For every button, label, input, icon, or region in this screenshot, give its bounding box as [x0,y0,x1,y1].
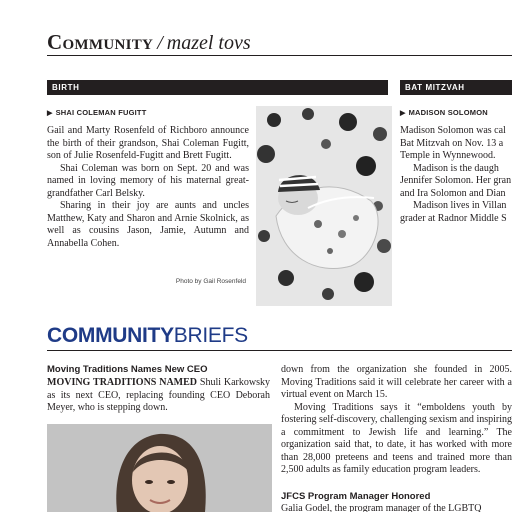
brief-text: Galia Godel, the program manager of the LGBTQ [281,503,482,512]
bat-mitzvah-line: Bat Mitzvah on Nov. 13 a [400,137,504,149]
brief-headline: JFCS Program Manager Honored [281,491,431,502]
bat-mitzvah-bar: BAT MITZVAH [400,80,512,95]
community-briefs-title [47,324,248,348]
birth-paragraph: Gail and Marty Rosenfeld of Richboro announce the birth of their grandson, Shai Coleman Fugitt, son of Julie Rosenfeld-Fugitt and Brett Fugitt. [47,125,249,161]
triangle-bullet-icon: ▶ [47,110,53,117]
brief-lead: MOVING TRADITIONS NAMED [47,377,198,388]
birth-article [47,125,249,250]
baby-photo [256,106,392,306]
birth-paragraph: Sharing in their joy are aunts and uncles Matthew, Katy and Sharon and Arnie Skolnick, as well as cousins Jason, Jamie, Autumn and Annabella Cohen. [47,200,249,249]
bat-mitzvah-line: Temple in Wynnewood. [400,150,496,161]
photo-credit: Photo by Gail Rosenfeld [175,278,246,285]
brief-paragraph: down from the organization she founded in 2005. Moving Traditions said it will celebrate her career with a virtual event on March 15. [281,364,512,400]
brief-body [47,377,270,415]
briefs-rule [47,350,512,351]
bat-mitzvah-line: Madison Solomon was cal [400,125,506,136]
triangle-bullet-icon: ▶ [400,110,406,117]
portrait-image [47,424,272,512]
bat-mitzvah-line: Madison lives in Villan [413,200,507,211]
portrait-photo [47,424,272,512]
brief-text: Shuli Karkowsky as its next CEO, replacing founding CEO Deborah Meyer, who is stepping down. [47,377,270,413]
bat-mitzvah-name-heading [400,108,488,117]
briefs-title-bold: COMMUNITY [47,324,174,347]
bat-mitzvah-line: and Ira Solomon and Dian [400,187,506,199]
bat-mitzvah-line: Madison is the daugh [413,162,499,174]
section-header [47,30,251,55]
birth-name-heading [47,108,146,117]
baby-photo-image [256,106,392,306]
bat-mitzvah-article [400,125,512,225]
bat-mitzvah-line: Jennifer Solomon. Her gran [400,175,512,186]
brief-column-2 [281,364,512,477]
birth-name: SHAI COLEMAN FUGITT [55,108,147,117]
brief-headline: Moving Traditions Names New CEO [47,364,208,375]
bat-mitzvah-line: grader at Radnor Middle S [400,212,507,224]
birth-paragraph: Shai Coleman was born on Sept. 20 and was named in loving memory of his maternal great-grandfather Carl Belsky. [47,162,249,199]
section-title: Community [47,30,154,54]
header-rule [47,55,512,56]
brief-paragraph: Moving Traditions says it “emboldens youth by fostering self-discovery, challenging sexism and inspiring a commitment to Jewish life and learning.” The organization said that, to date, it has worked with more than 28,000 preteens and teens and trained more than 2,500 adults as family education program leaders. [281,401,512,475]
section-separator: / [157,32,163,54]
briefs-title-light: BRIEFS [173,324,248,347]
section-subtitle: mazel tovs [166,32,251,54]
bat-mitzvah-name: MADISON SOLOMON [408,108,488,117]
birth-bar: BIRTH [47,80,388,95]
